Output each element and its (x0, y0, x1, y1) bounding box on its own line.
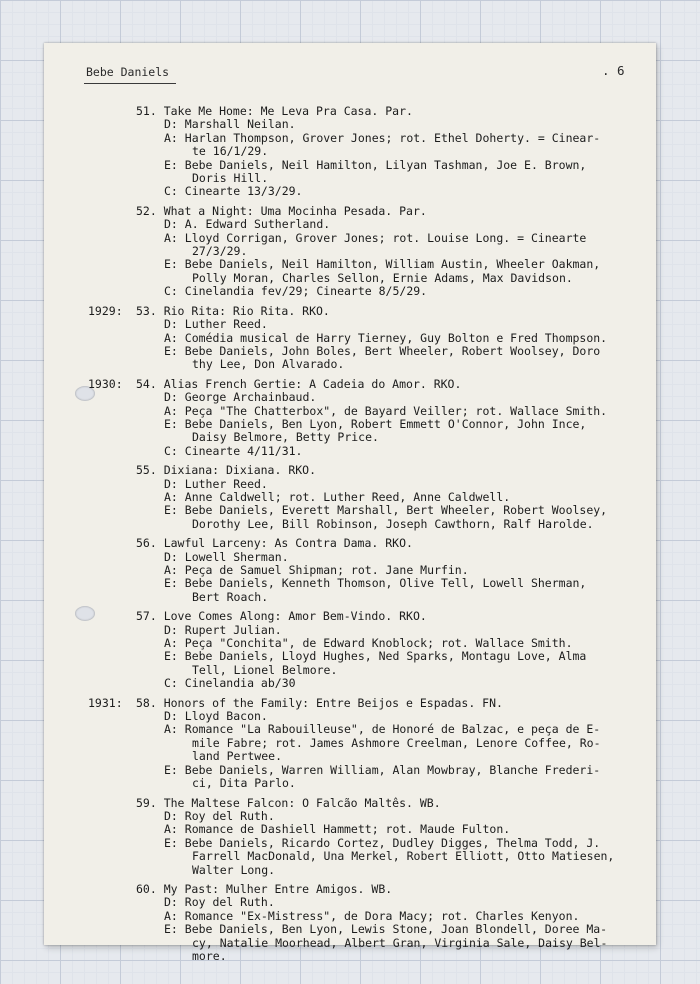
page-header-title: Bebe Daniels (86, 65, 170, 79)
film-detail-line: Daisy Belmore, Betty Price. (192, 430, 379, 445)
film-detail-line: E: Bebe Daniels, Kenneth Thomson, Olive Tell, Lowell Sherman, (164, 576, 587, 591)
film-detail-line: D: Roy del Ruth. (164, 808, 275, 823)
film-detail-line: D: Marshall Neilan. (164, 117, 296, 132)
film-entry (44, 105, 656, 199)
film-entry (44, 378, 656, 458)
film-detail-line: A: Peça "The Chatterbox", de Bayard Veiller; rot. Wallace Smith. (164, 403, 608, 418)
film-detail-line: C: Cinearte 13/3/29. (164, 184, 303, 199)
film-detail-line: A: Harlan Thompson, Grover Jones; rot. Ethel Doherty. = Cinear- (164, 130, 601, 145)
film-detail-line: te 16/1/29. (192, 144, 269, 159)
film-detail-line: A: Comédia musical de Harry Tierney, Guy Bolton e Fred Thompson. (164, 330, 608, 345)
film-detail-line: Polly Moran, Charles Sellon, Ernie Adams, Max Davidson. (192, 270, 573, 285)
film-detail-line: cy, Natalie Moorhead, Albert Gran, Virginia Sale, Daisy Bel- (192, 935, 608, 950)
film-title-line: 59. The Maltese Falcon: O Falcão Maltês. WB. (136, 795, 441, 810)
film-detail-line: E: Bebe Daniels, Ben Lyon, Robert Emmett O'Connor, John Ince, (164, 416, 587, 431)
film-detail-line: A: Romance de Dashiell Hammett; rot. Maude Fulton. (164, 822, 511, 837)
film-detail-line: ci, Dita Parlo. (192, 776, 296, 791)
year-label: 1931: (88, 695, 123, 710)
film-detail-line: 27/3/29. (192, 244, 248, 259)
year-label: 1929: (88, 303, 123, 318)
film-title-line: 54. Alias French Gertie: A Cadeia do Amor. RKO. (136, 376, 462, 391)
film-entry (44, 697, 656, 791)
film-detail-line: D: Roy del Ruth. (164, 895, 275, 910)
film-detail-line: A: Peça "Conchita", de Edward Knoblock; rot. Wallace Smith. (164, 636, 573, 651)
film-detail-line: E: Bebe Daniels, Warren William, Alan Mowbray, Blanche Frederi- (164, 762, 601, 777)
film-entry (44, 883, 656, 963)
film-detail-line: E: Bebe Daniels, Neil Hamilton, William Austin, Wheeler Oakman, (164, 257, 601, 272)
film-detail-line: A: Romance "Ex-Mistress", de Dora Macy; rot. Charles Kenyon. (164, 908, 580, 923)
film-detail-line: more. (192, 948, 227, 963)
film-title-line: 53. Rio Rita: Rio Rita. RKO. (136, 303, 330, 318)
filmography-list (44, 105, 656, 963)
film-detail-line: D: Lowell Sherman. (164, 549, 289, 564)
page-number: . 6 (602, 63, 625, 78)
film-detail-line: Bert Roach. (192, 589, 269, 604)
film-entry (44, 305, 656, 372)
film-detail-line: E: Bebe Daniels, Ricardo Cortez, Dudley Digges, Thelma Todd, J. (164, 835, 601, 850)
film-entry (44, 537, 656, 604)
film-entry (44, 205, 656, 299)
film-detail-line: Doris Hill. (192, 171, 269, 186)
film-detail-line: E: Bebe Daniels, Everett Marshall, Bert Wheeler, Robert Woolsey, (164, 503, 608, 518)
film-title-line: 55. Dixiana: Dixiana. RKO. (136, 463, 317, 478)
film-detail-line: E: Bebe Daniels, Neil Hamilton, Lilyan Tashman, Joe E. Brown, (164, 157, 587, 172)
film-detail-line: D: Rupert Julian. (164, 622, 282, 637)
film-detail-line: land Pertwee. (192, 749, 283, 764)
film-title-line: 52. What a Night: Uma Mocinha Pesada. Par. (136, 203, 427, 218)
film-detail-line: D: Luther Reed. (164, 317, 268, 332)
typewritten-page (44, 43, 656, 963)
header-underline (84, 83, 176, 84)
year-label: 1930: (88, 376, 123, 391)
film-detail-line: A: Peça de Samuel Shipman; rot. Jane Murfin. (164, 563, 469, 577)
film-title-line: 58. Honors of the Family: Entre Beijos e Espadas. FN. (136, 695, 503, 710)
film-detail-line: A: Romance "La Rabouilleuse", de Honoré de Balzac, e peça de E- (164, 722, 601, 737)
film-detail-line: E: Bebe Daniels, Lloyd Hughes, Ned Sparks, Montagu Love, Alma (164, 649, 587, 664)
film-detail-line: C: Cinelandia fev/29; Cinearte 8/5/29. (164, 284, 428, 299)
film-detail-line: A: Anne Caldwell; rot. Luther Reed, Anne Caldwell. (164, 489, 511, 504)
film-detail-line: Farrell MacDonald, Una Merkel, Robert Elliott, Otto Matiesen, (192, 849, 615, 864)
film-detail-line: A: Lloyd Corrigan, Grover Jones; rot. Louise Long. = Cinearte (164, 230, 587, 245)
film-detail-line: D: A. Edward Sutherland. (164, 217, 331, 232)
film-detail-line: thy Lee, Don Alvarado. (192, 357, 345, 372)
film-detail-line: Dorothy Lee, Bill Robinson, Joseph Cawthorn, Ralf Harolde. (192, 516, 594, 531)
film-title-line: 60. My Past: Mulher Entre Amigos. WB. (136, 881, 393, 896)
film-entry (44, 797, 656, 877)
film-detail-line: Walter Long. (192, 862, 276, 877)
film-detail-line: C: Cinearte 4/11/31. (164, 443, 303, 458)
film-detail-line: D: Luther Reed. (164, 476, 268, 491)
film-title-line: 57. Love Comes Along: Amor Bem-Vindo. RKO. (136, 609, 427, 624)
film-detail-line: Tell, Lionel Belmore. (192, 662, 338, 677)
film-detail-line: C: Cinelandia ab/30 (164, 676, 296, 691)
film-detail-line: E: Bebe Daniels, Ben Lyon, Lewis Stone, Joan Blondell, Doree Ma- (164, 922, 608, 937)
film-title-line: 51. Take Me Home: Me Leva Pra Casa. Par. (136, 104, 413, 118)
film-detail-line: E: Bebe Daniels, John Boles, Bert Wheeler, Robert Woolsey, Doro (164, 343, 601, 358)
film-detail-line: mile Fabre; rot. James Ashmore Creelman, Lenore Coffee, Ro- (192, 735, 601, 750)
film-entry (44, 610, 656, 690)
film-title-line: 56. Lawful Larceny: As Contra Dama. RKO. (136, 536, 413, 551)
film-detail-line: D: George Archainbaud. (164, 390, 317, 405)
film-detail-line: D: Lloyd Bacon. (164, 709, 268, 724)
film-entry (44, 464, 656, 531)
